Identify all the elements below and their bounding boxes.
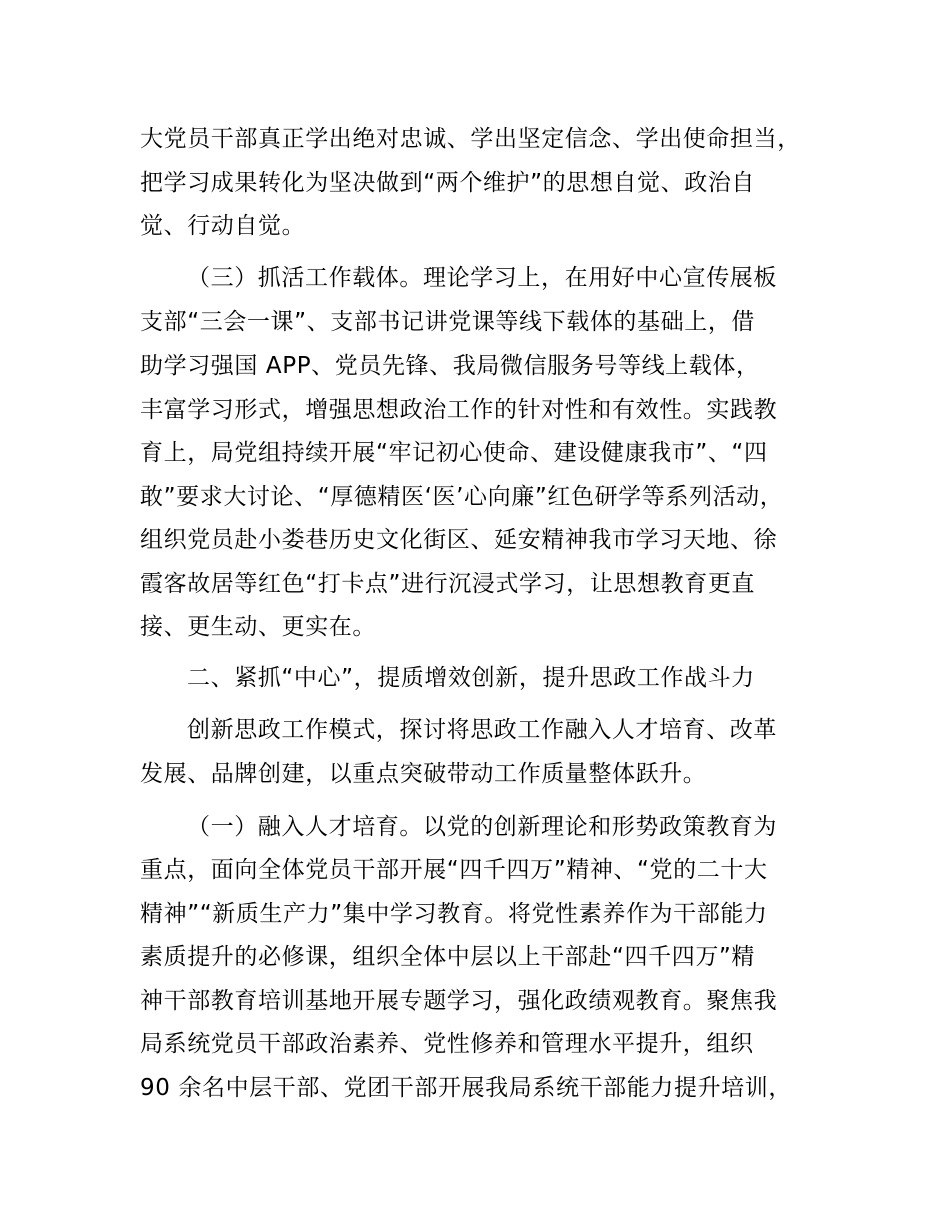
- text-line: 育上，局党组持续开展“牢记初心使命、建设健康我市”、“四: [140, 440, 768, 466]
- text-line: 支部“三会一课”、支部书记讲党课等线下载体的基础上，借: [140, 309, 756, 335]
- text-line: 素质提升的必修课，组织全体中层以上干部赴“四千四万”精: [140, 944, 756, 970]
- text-line: 重点，面向全体党员干部开展“四千四万”精神、“党的二十大: [140, 857, 768, 883]
- section-heading: （一）融入人才培育。以党的创新理论和形势政策教育为: [187, 814, 777, 840]
- text-line: 组织党员赴小娄巷历史文化街区、延安精神我市学习天地、徐: [140, 527, 778, 553]
- text-line: 接、更生动、更实在。: [140, 614, 376, 640]
- text-line: 敢”要求大讨论、“厚德精医‘医’心向廉”红色研学等系列活动，: [140, 484, 784, 510]
- text-line: 发展、品牌创建，以重点突破带动工作质量整体跃升。: [140, 761, 707, 787]
- section-heading: 二、紧抓“中心”，提质增效创新，提升思政工作战斗力: [187, 665, 755, 691]
- text-line: 精神”“新质生产力”集中学习教育。将党性素养作为干部能力: [140, 901, 768, 927]
- text-line: 创新思政工作模式，探讨将思政工作融入人才培育、改革: [187, 717, 777, 743]
- text-line: 助学习强国 APP、党员先锋、我局微信服务号等线上载体，: [140, 353, 760, 379]
- text-line: 觉、行动自觉。: [140, 213, 306, 239]
- text-line: 大党员干部真正学出绝对忠诚、学出坚定信念、学出使命担当，: [140, 126, 801, 152]
- text-line: 霞客故居等红色“打卡点”进行沉浸式学习，让思想教育更直: [140, 571, 756, 597]
- section-heading: （三）抓活工作载体。理论学习上，在用好中心宣传展板: [187, 265, 777, 291]
- text-line: 把学习成果转化为坚决做到“两个维护”的思想自觉、政治自: [140, 170, 756, 196]
- text-line: 丰富学习形式，增强思想政治工作的针对性和有效性。实践教: [140, 397, 778, 423]
- text-line: 神干部教育培训基地开展专题学习，强化政绩观教育。聚焦我: [140, 988, 778, 1014]
- text-line: 局系统党员干部政治素养、党性修养和管理水平提升，组织: [140, 1031, 754, 1057]
- text-line: 90 余名中层干部、党团干部开展我局系统干部能力提升培训，: [140, 1075, 792, 1101]
